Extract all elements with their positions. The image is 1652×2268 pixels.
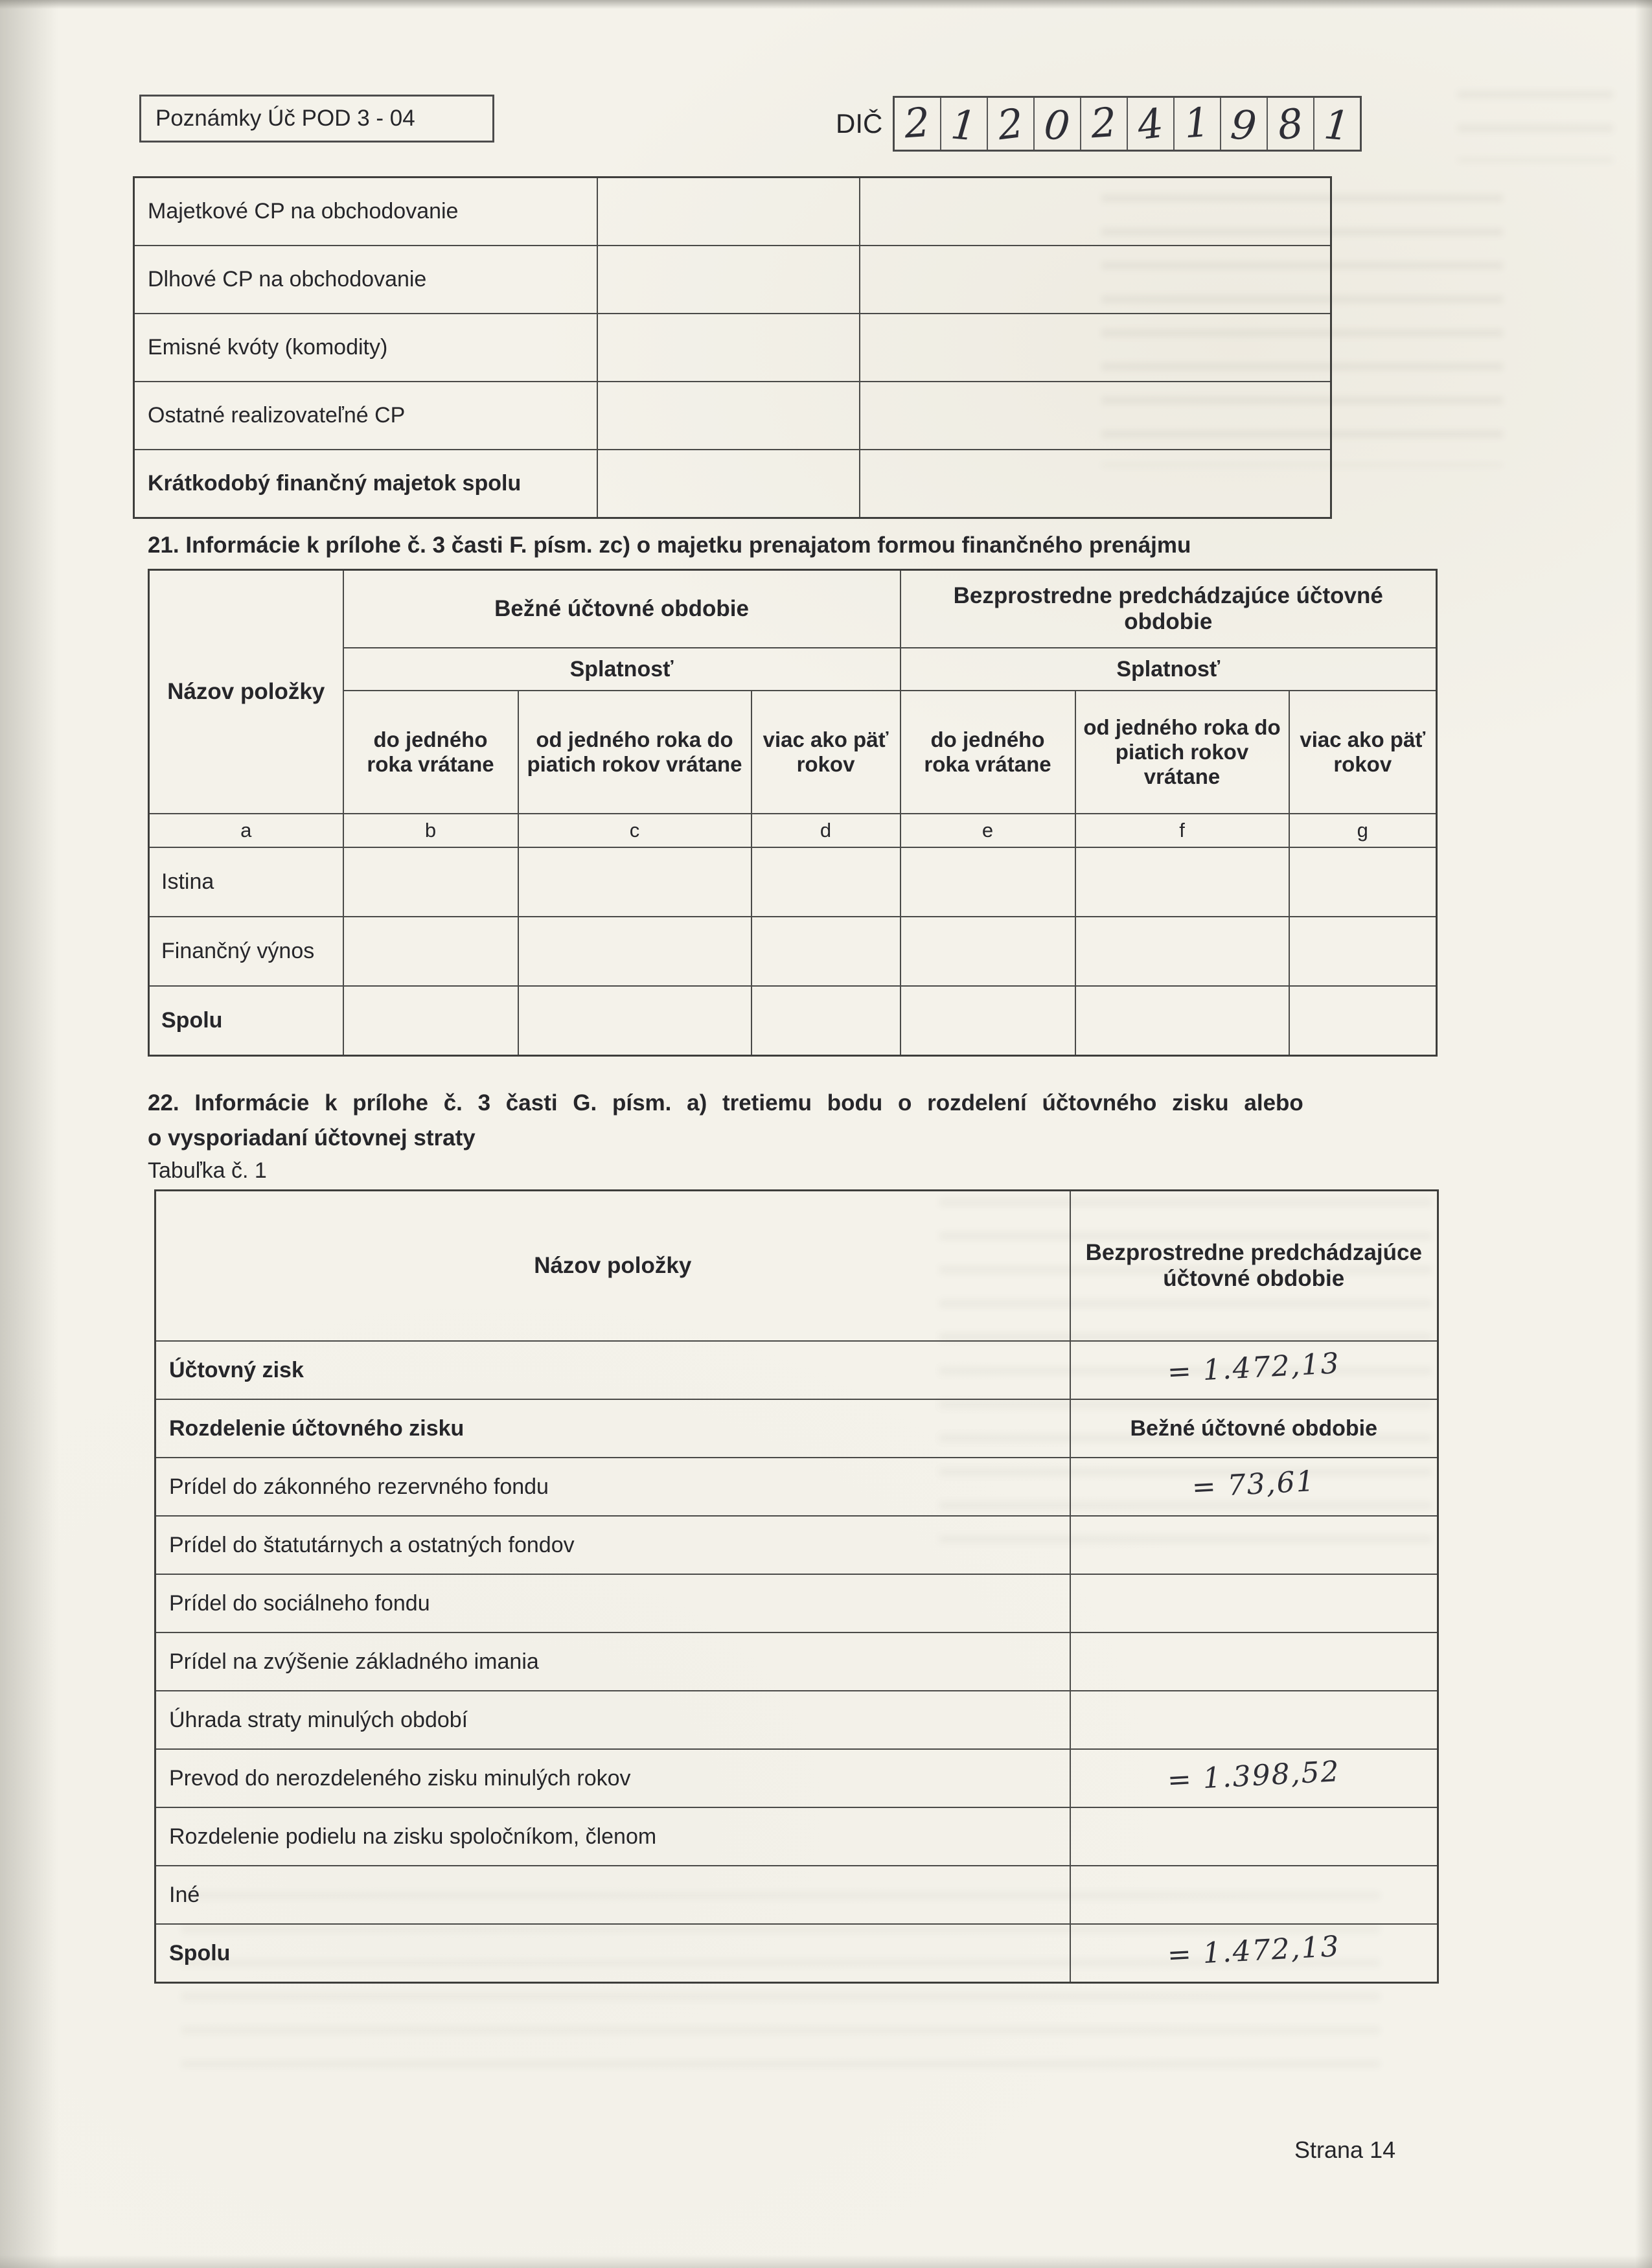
empty-cell: [901, 917, 1075, 986]
table-row: [134, 382, 1331, 450]
table-row: [155, 1399, 1438, 1458]
empty-cell: [597, 382, 860, 450]
row-label: Prevod do nerozdeleného zisku minulých rokov: [155, 1749, 1070, 1807]
empty-cell: [751, 986, 901, 1056]
handwritten-digit: 2: [902, 98, 933, 147]
dic-digit-cell: [940, 98, 987, 150]
maturity-col-header: do jedného roka vrátane: [901, 691, 1075, 814]
empty-cell: [751, 847, 901, 917]
table-row: [134, 178, 1331, 246]
handwritten-digit: 4: [1134, 98, 1167, 149]
dic-digit-cell: [1173, 98, 1220, 150]
section21-table: [148, 569, 1438, 1057]
dic-digit-cell: [1127, 98, 1173, 150]
value-cell: [1070, 1458, 1438, 1516]
empty-cell: [901, 847, 1075, 917]
scan-edge: [0, 0, 1652, 9]
table-row: [155, 1458, 1438, 1516]
section22-heading: [148, 1086, 1482, 1156]
row-label: Rozdelenie podielu na zisku spoločníkom, členom: [155, 1807, 1070, 1866]
maturity-header: Splatnosť: [901, 648, 1437, 691]
empty-cell: [860, 450, 1331, 518]
maturity-header: Splatnosť: [343, 648, 901, 691]
column-letter: f: [1075, 814, 1289, 847]
row-label: Úhrada straty minulých období: [155, 1691, 1070, 1749]
value-cell: [1070, 1574, 1438, 1632]
empty-cell: [860, 314, 1331, 382]
handwritten-digit: 9: [1228, 100, 1259, 150]
table-row: [155, 1807, 1438, 1866]
table-row: [155, 1866, 1438, 1924]
scan-edge: [1635, 0, 1652, 2268]
empty-cell: [597, 178, 860, 246]
form-title: Poznámky Úč POD 3 - 04: [155, 106, 415, 131]
section22-table: [154, 1189, 1439, 1984]
row-label: Krátkodobý finančný majetok spolu: [134, 450, 597, 518]
column-letter-row: [149, 814, 1437, 847]
handwritten-digit: 8: [1274, 98, 1307, 149]
scan-edge: [0, 2255, 1652, 2268]
scan-edge: [0, 0, 58, 2268]
section22-heading-line1: 22. Informácie k prílohe č. 3 časti G. písm. a) tretiemu bodu o rozdelení účtovného zisku alebo: [148, 1090, 1303, 1116]
table-row: [155, 1516, 1438, 1574]
dic-digit-cell: [1080, 98, 1127, 150]
handwritten-digit: 1: [1182, 98, 1213, 147]
column-letter: e: [901, 814, 1075, 847]
handwritten-digit: 1: [1322, 100, 1353, 150]
value-cell: [1070, 1866, 1438, 1924]
column-letter: d: [751, 814, 901, 847]
row-label: Ostatné realizovateľné CP: [134, 382, 597, 450]
empty-cell: [1289, 917, 1437, 986]
table22-caption: Tabuľka č. 1: [148, 1158, 267, 1183]
handwritten-value: = 73,61: [1191, 1464, 1316, 1504]
handwritten-digit: 1: [948, 100, 980, 150]
maturity-col-header: od jedného roka do piatich rokov vrátane: [1075, 691, 1289, 814]
empty-cell: [1289, 986, 1437, 1056]
row-label: Účtovný zisk: [155, 1341, 1070, 1399]
handwritten-value: = 1.398,52: [1166, 1754, 1341, 1797]
value-cell: [1070, 1516, 1438, 1574]
empty-cell: [518, 847, 751, 917]
table-row: [134, 314, 1331, 382]
column-letter: b: [343, 814, 518, 847]
handwritten-digit: 0: [1042, 100, 1073, 150]
handwritten-digit: 2: [994, 98, 1027, 149]
row-label: Prídel na zvýšenie základného imania: [155, 1632, 1070, 1691]
dic-digit-cell: [895, 98, 940, 150]
empty-cell: [1289, 847, 1437, 917]
dic-label: DIČ: [836, 108, 883, 139]
dic-digit-grid: [893, 96, 1362, 152]
dic-digit-cell: [1267, 98, 1313, 150]
dic-digit-cell: [1220, 98, 1267, 150]
table-header-row: [155, 1191, 1438, 1342]
table-row: [149, 986, 1437, 1056]
empty-cell: [1075, 986, 1289, 1056]
empty-cell: [597, 246, 860, 314]
maturity-col-header: od jedného roka do piatich rokov vrátane: [518, 691, 751, 814]
current-period-subheader: Bežné účtovné obdobie: [1070, 1399, 1438, 1458]
row-label: Prídel do sociálneho fondu: [155, 1574, 1070, 1632]
empty-cell: [1075, 847, 1289, 917]
table-row: [155, 1749, 1438, 1807]
dic-digit-cell: [987, 98, 1033, 150]
column-letter: g: [1289, 814, 1437, 847]
empty-cell: [860, 178, 1331, 246]
short-term-financial-assets-table: [133, 176, 1332, 519]
column-letter: c: [518, 814, 751, 847]
empty-cell: [518, 917, 751, 986]
empty-cell: [751, 917, 901, 986]
empty-cell: [518, 986, 751, 1056]
table-row: [155, 1691, 1438, 1749]
row-label: Rozdelenie účtovného zisku: [155, 1399, 1070, 1458]
row-label: Prídel do štatutárnych a ostatných fondov: [155, 1516, 1070, 1574]
row-label: Spolu: [149, 986, 343, 1056]
bleed-through-artifact: [1458, 91, 1613, 162]
row-label: Istina: [149, 847, 343, 917]
empty-cell: [860, 382, 1331, 450]
empty-cell: [1075, 917, 1289, 986]
section22-heading-line2: o vysporiadaní účtovnej straty: [148, 1125, 476, 1151]
name-column-header: Názov položky: [149, 570, 343, 814]
page-number: Strana 14: [1294, 2136, 1396, 2163]
table-row: [149, 917, 1437, 986]
previous-period-header: Bezprostredne predchádzajúce účtovné obdobie: [901, 570, 1437, 648]
row-label: Majetkové CP na obchodovanie: [134, 178, 597, 246]
empty-cell: [343, 917, 518, 986]
table-row: [149, 847, 1437, 917]
empty-cell: [343, 986, 518, 1056]
value-cell: [1070, 1749, 1438, 1807]
value-cell: [1070, 1691, 1438, 1749]
maturity-col-header: viac ako päť rokov: [1289, 691, 1437, 814]
previous-period-header: Bezprostredne predchádzajúce účtovné obdobie: [1070, 1191, 1438, 1342]
dic-field: [836, 96, 1362, 152]
form-title-box: [139, 95, 494, 143]
name-column-header: Názov položky: [155, 1191, 1070, 1342]
value-cell: [1070, 1632, 1438, 1691]
maturity-col-header: viac ako päť rokov: [751, 691, 901, 814]
value-cell: [1070, 1924, 1438, 1983]
empty-cell: [597, 450, 860, 518]
table-row: [134, 246, 1331, 314]
empty-cell: [901, 986, 1075, 1056]
handwritten-value: = 1.472,13: [1166, 1929, 1341, 1972]
table-row: [155, 1632, 1438, 1691]
row-label: Finančný výnos: [149, 917, 343, 986]
row-label: Iné: [155, 1866, 1070, 1924]
row-label: Emisné kvóty (komodity): [134, 314, 597, 382]
row-label: Dlhové CP na obchodovanie: [134, 246, 597, 314]
table-header-row: [149, 570, 1437, 648]
value-cell: [1070, 1807, 1438, 1866]
empty-cell: [597, 314, 860, 382]
value-cell: [1070, 1341, 1438, 1399]
empty-cell: [860, 246, 1331, 314]
current-period-header: Bežné účtovné obdobie: [343, 570, 901, 648]
maturity-col-header: do jedného roka vrátane: [343, 691, 518, 814]
table-row: [155, 1924, 1438, 1983]
column-letter: a: [149, 814, 343, 847]
empty-cell: [343, 847, 518, 917]
table-row: [155, 1574, 1438, 1632]
row-label: Prídel do zákonného rezervného fondu: [155, 1458, 1070, 1516]
row-label: Spolu: [155, 1924, 1070, 1983]
dic-digit-cell: [1313, 98, 1360, 150]
section21-heading: 21. Informácie k prílohe č. 3 časti F. písm. zc) o majetku prenajatom formou finančného prenájmu: [148, 533, 1191, 558]
handwritten-digit: 2: [1088, 98, 1119, 147]
dic-digit-cell: [1033, 98, 1080, 150]
table-row: [155, 1341, 1438, 1399]
handwritten-value: = 1.472,13: [1166, 1346, 1341, 1389]
table-row: [134, 450, 1331, 518]
